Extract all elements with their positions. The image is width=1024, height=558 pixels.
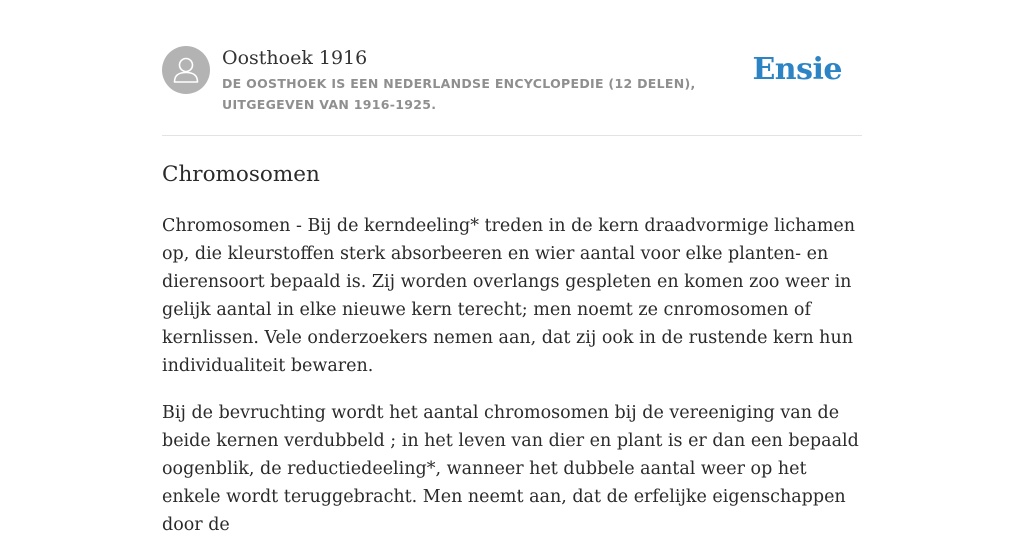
article-body [162, 212, 866, 558]
avatar[interactable] [162, 46, 210, 94]
user-icon [162, 46, 210, 94]
brand-logo[interactable]: Ensie [752, 52, 842, 87]
article-title: Chromosomen [162, 162, 320, 187]
divider [162, 135, 862, 136]
source-header [162, 46, 862, 136]
source-description: DE OOSTHOEK IS EEN NEDERLANDSE ENCYCLOPEDIE (12 DELEN), UITGEGEVEN VAN 1916-1925. [222, 76, 696, 112]
source-title[interactable]: Oosthoek 1916 [222, 47, 368, 69]
article-paragraph: Chromosomen - Bij de kerndeeling* treden in de kern draadvormige lichamen op, die kleurstoffen sterk absorbeeren en wier aantal voor elke planten- en dierensoort bepaald is. Zij worden overlangs gespleten en komen zoo weer in gelijk aantal in elke nieuwe kern terecht; men noemt ze cnromosomen of kernlissen. Vele onderzoekers nemen aan, dat zij ook in de rustende kern hun individualiteit bewaren. [162, 216, 856, 376]
article-paragraph: Bij de bevruchting wordt het aantal chromosomen bij de vereeniging van de beide kernen verdubbeld ; in het leven van dier en plant is er dan een bepaald oogenblik, de reductiedeeling*, wanneer het dubbele aantal weer op het enkele wordt teruggebracht. Men neemt aan, dat de erfelijke eigenschappen door de [162, 403, 859, 535]
